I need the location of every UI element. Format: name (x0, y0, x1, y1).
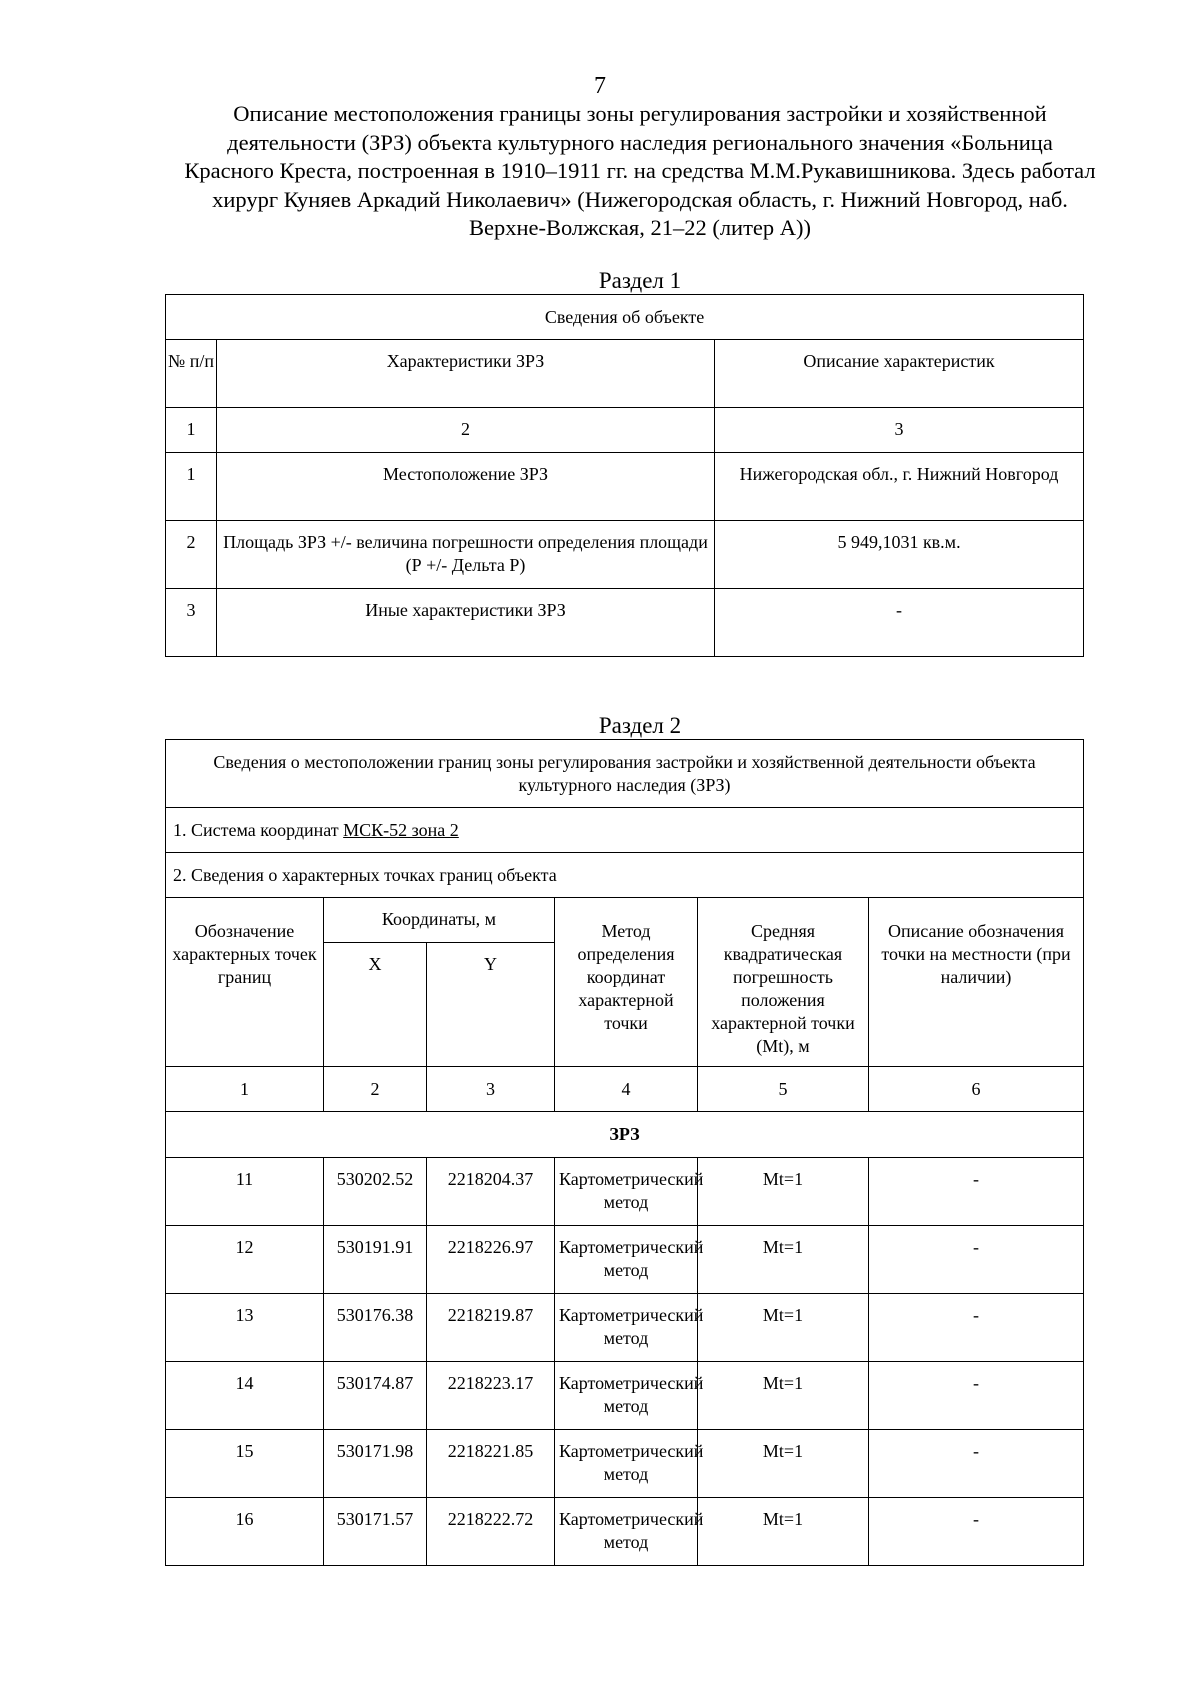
column-number: 4 (555, 1067, 698, 1112)
y-cell: 2218219.87 (427, 1294, 555, 1362)
accuracy-cell: Mt=1 (698, 1362, 869, 1430)
header-coordinates: Координаты, м (324, 898, 555, 943)
table-row (166, 1362, 1084, 1430)
column-number: 2 (217, 408, 715, 453)
x-cell: 530202.52 (324, 1158, 427, 1226)
table-row (166, 1498, 1084, 1566)
row-number: 2 (166, 521, 217, 589)
point-cell: 16 (166, 1498, 324, 1566)
y-cell: 2218204.37 (427, 1158, 555, 1226)
accuracy-cell: Mt=1 (698, 1430, 869, 1498)
header-accuracy: Средняя квадратическая погрешность положения характерной точки (Mt), м (698, 898, 869, 1067)
characteristic-cell: Площадь ЗРЗ +/- величина погрешности определения площади (Р +/- Дельта Р) (217, 521, 715, 589)
point-cell: 13 (166, 1294, 324, 1362)
row-number: 1 (166, 453, 217, 521)
method-cell: Картометрический метод (555, 1294, 698, 1362)
description-cell: - (869, 1498, 1084, 1566)
table-row (166, 1294, 1084, 1362)
description-cell: - (869, 1226, 1084, 1294)
column-number: 1 (166, 1067, 324, 1112)
section1-table-title: Сведения об объекте (166, 295, 1084, 340)
section2-table-title: Сведения о местоположении границ зоны регулирования застройки и хозяйственной деятельности объекта культурного наследия (ЗРЗ) (166, 740, 1084, 808)
x-cell: 530171.57 (324, 1498, 427, 1566)
coordinate-system-label: 1. Система координат (173, 819, 344, 840)
header-method: Метод определения координат характерной точки (555, 898, 698, 1067)
description-cell: 5 949,1031 кв.м. (715, 521, 1084, 589)
method-cell: Картометрический метод (555, 1158, 698, 1226)
column-number: 3 (427, 1067, 555, 1112)
accuracy-cell: Mt=1 (698, 1294, 869, 1362)
column-number: 6 (869, 1067, 1084, 1112)
x-cell: 530191.91 (324, 1226, 427, 1294)
table-row (166, 1226, 1084, 1294)
header-x: X (324, 943, 427, 1067)
header-number: № п/п (166, 340, 217, 408)
column-number: 2 (324, 1067, 427, 1112)
table-row (166, 453, 1084, 521)
description-cell: - (715, 589, 1084, 657)
column-number: 1 (166, 408, 217, 453)
y-cell: 2218222.72 (427, 1498, 555, 1566)
section2-heading: Раздел 2 (598, 713, 682, 738)
section1-heading: Раздел 1 (598, 268, 682, 293)
x-cell: 530176.38 (324, 1294, 427, 1362)
table-row (166, 1158, 1084, 1226)
row-number: 3 (166, 589, 217, 657)
x-cell: 530171.98 (324, 1430, 427, 1498)
column-number: 3 (715, 408, 1084, 453)
header-characteristic: Характеристики ЗРЗ (217, 340, 715, 408)
point-cell: 15 (166, 1430, 324, 1498)
description-cell: - (869, 1362, 1084, 1430)
method-cell: Картометрический метод (555, 1498, 698, 1566)
header-point: Обозначение характерных точек границ (166, 898, 324, 1067)
page-number: 7 (594, 73, 606, 99)
point-cell: 12 (166, 1226, 324, 1294)
points-section-title: 2. Сведения о характерных точках границ объекта (166, 853, 1084, 898)
y-cell: 2218223.17 (427, 1362, 555, 1430)
description-cell: - (869, 1430, 1084, 1498)
description-cell: - (869, 1158, 1084, 1226)
accuracy-cell: Mt=1 (698, 1226, 869, 1294)
coordinate-system (166, 808, 1084, 853)
table-row (166, 1430, 1084, 1498)
group-label: ЗРЗ (166, 1112, 1084, 1158)
y-cell: 2218226.97 (427, 1226, 555, 1294)
x-cell: 530174.87 (324, 1362, 427, 1430)
column-number: 5 (698, 1067, 869, 1112)
table-row (166, 589, 1084, 657)
accuracy-cell: Mt=1 (698, 1498, 869, 1566)
y-cell: 2218221.85 (427, 1430, 555, 1498)
header-description: Описание характеристик (715, 340, 1084, 408)
characteristic-cell: Местоположение ЗРЗ (217, 453, 715, 521)
document-title: Описание местоположения границы зоны регулирования застройки и хозяйственной деятельности (ЗРЗ) объекта культурного наследия регионального значения «Больница Красного Креста, построенная в 1910–1911 гг. на средства М.М.Рукавишникова. Здесь работал хирург Куняев Аркадий Николаевич» (Нижегородская область, г. Нижний Новгород, наб. Верхне-Волжская, 21–22 (литер А)) (184, 101, 1096, 240)
description-cell: Нижегородская обл., г. Нижний Новгород (715, 453, 1084, 521)
point-cell: 11 (166, 1158, 324, 1226)
header-point-description: Описание обозначения точки на местности (при наличии) (869, 898, 1084, 1067)
method-cell: Картометрический метод (555, 1226, 698, 1294)
coordinate-system-value: МСК-52 зона 2 (343, 819, 459, 840)
description-cell: - (869, 1294, 1084, 1362)
point-cell: 14 (166, 1362, 324, 1430)
table-row (166, 521, 1084, 589)
header-y: Y (427, 943, 555, 1067)
section1-table (165, 294, 1084, 657)
section2-table (165, 739, 1084, 1566)
characteristic-cell: Иные характеристики ЗРЗ (217, 589, 715, 657)
method-cell: Картометрический метод (555, 1362, 698, 1430)
accuracy-cell: Mt=1 (698, 1158, 869, 1226)
method-cell: Картометрический метод (555, 1430, 698, 1498)
